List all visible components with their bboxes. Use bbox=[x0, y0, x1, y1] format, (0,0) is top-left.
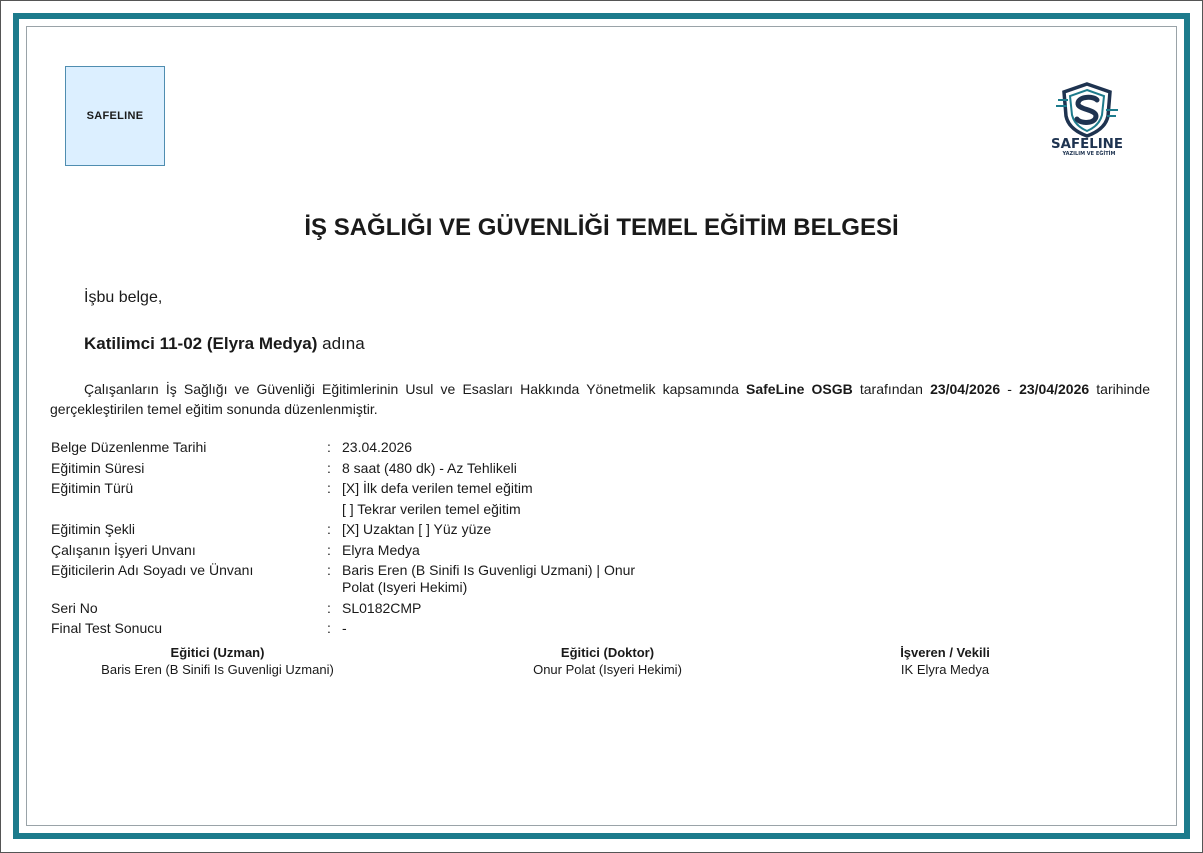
detail-value: [X] Uzaktan [ ] Yüz yüze bbox=[342, 521, 492, 537]
detail-separator: : bbox=[327, 562, 331, 578]
detail-label: Eğiticilerin Adı Soyadı ve Ünvanı bbox=[51, 562, 254, 578]
detail-label: Eğitimin Türü bbox=[51, 480, 134, 496]
detail-value: Elyra Medya bbox=[342, 541, 420, 558]
organization-name: SafeLine OSGB bbox=[746, 381, 853, 397]
start-date: 23/04/2026 bbox=[930, 381, 1001, 397]
detail-row bbox=[51, 620, 691, 637]
participant-line bbox=[84, 334, 365, 354]
participant-suffix: adına bbox=[317, 334, 365, 353]
training-type-option: [ ] Tekrar verilen temel eğitim bbox=[342, 500, 521, 517]
logo-tagline: YAZILIM VE EĞİTİM bbox=[1062, 151, 1116, 157]
detail-row bbox=[51, 480, 691, 518]
detail-separator: : bbox=[327, 620, 331, 636]
detail-label: Eğitimin Şekli bbox=[51, 521, 136, 537]
detail-value: - bbox=[342, 620, 347, 636]
intro-text: İşbu belge, bbox=[84, 289, 163, 306]
signature-name: IK Elyra Medya bbox=[900, 662, 990, 677]
page-title: İŞ SAĞLIĞI VE GÜVENLİĞİ TEMEL EĞİTİM BELGESİ bbox=[304, 214, 899, 241]
detail-value: Baris Eren (B Sinifi Is Guvenligi Uzmani) | Onur Polat (Isyeri Hekimi) bbox=[342, 562, 636, 595]
detail-row bbox=[51, 600, 691, 617]
participant-name: Katilimci 11-02 (Elyra Medya) bbox=[84, 334, 318, 353]
certificate-inner-border bbox=[26, 26, 1177, 826]
detail-row bbox=[51, 439, 691, 456]
detail-label: Seri No bbox=[51, 599, 98, 616]
detail-label: Belge Düzenlenme Tarihi bbox=[51, 439, 207, 455]
signature-block bbox=[50, 645, 385, 678]
certificate-statement bbox=[50, 379, 1150, 419]
logo-brand-name: SAFELINE bbox=[1051, 137, 1123, 152]
certificate-details bbox=[51, 439, 691, 641]
detail-value: SL0182CMP bbox=[342, 599, 422, 616]
safeline-logo bbox=[1046, 82, 1128, 158]
training-type-option: [X] İlk defa verilen temel eğitim bbox=[342, 480, 533, 496]
detail-label: Çalışanın İşyeri Unvanı bbox=[51, 541, 196, 558]
detail-separator: : bbox=[327, 439, 331, 455]
detail-row bbox=[51, 460, 691, 477]
detail-label: Eğitimin Süresi bbox=[51, 459, 145, 476]
logo-placeholder bbox=[65, 66, 165, 166]
detail-row bbox=[51, 562, 691, 596]
signature-name: Baris Eren (B Sinifi Is Guvenligi Uzmani) bbox=[101, 662, 334, 677]
detail-separator: : bbox=[327, 541, 331, 558]
logo-placeholder-text: SAFELINE bbox=[86, 110, 144, 122]
signature-title: İşveren / Vekili bbox=[900, 645, 990, 660]
signature-block bbox=[795, 645, 1095, 678]
detail-value bbox=[342, 480, 652, 518]
signature-title: Eğitici (Doktor) bbox=[560, 645, 655, 660]
detail-row bbox=[51, 542, 691, 559]
statement-text-3: tarihinde gerçekleştirilen temel eğitim sonunda düzenlenmiştir. bbox=[50, 381, 1150, 417]
shield-s-icon bbox=[1056, 84, 1118, 136]
signature-block bbox=[440, 645, 775, 678]
detail-value: 8 saat (480 dk) - Az Tehlikeli bbox=[342, 459, 517, 476]
detail-separator: : bbox=[327, 521, 331, 537]
signature-name: Onur Polat (Isyeri Hekimi) bbox=[533, 662, 682, 677]
signature-title: Eğitici (Uzman) bbox=[170, 645, 265, 660]
statement-text-1: Çalışanların İş Sağlığı ve Güvenliği Eğitimlerinin Usul ve Esasları Hakkında Yönetmelik kapsamında bbox=[84, 381, 747, 397]
detail-label: Final Test Sonucu bbox=[51, 620, 163, 636]
detail-value: 23.04.2026 bbox=[342, 439, 413, 455]
detail-separator: : bbox=[327, 599, 331, 616]
statement-text-2: tarafından bbox=[852, 381, 931, 397]
detail-row bbox=[51, 521, 691, 538]
signature-section bbox=[50, 645, 1150, 685]
detail-separator: : bbox=[327, 480, 331, 496]
date-dash: - bbox=[1000, 381, 1020, 397]
detail-separator: : bbox=[327, 459, 331, 476]
end-date: 23/04/2026 bbox=[1019, 381, 1090, 397]
